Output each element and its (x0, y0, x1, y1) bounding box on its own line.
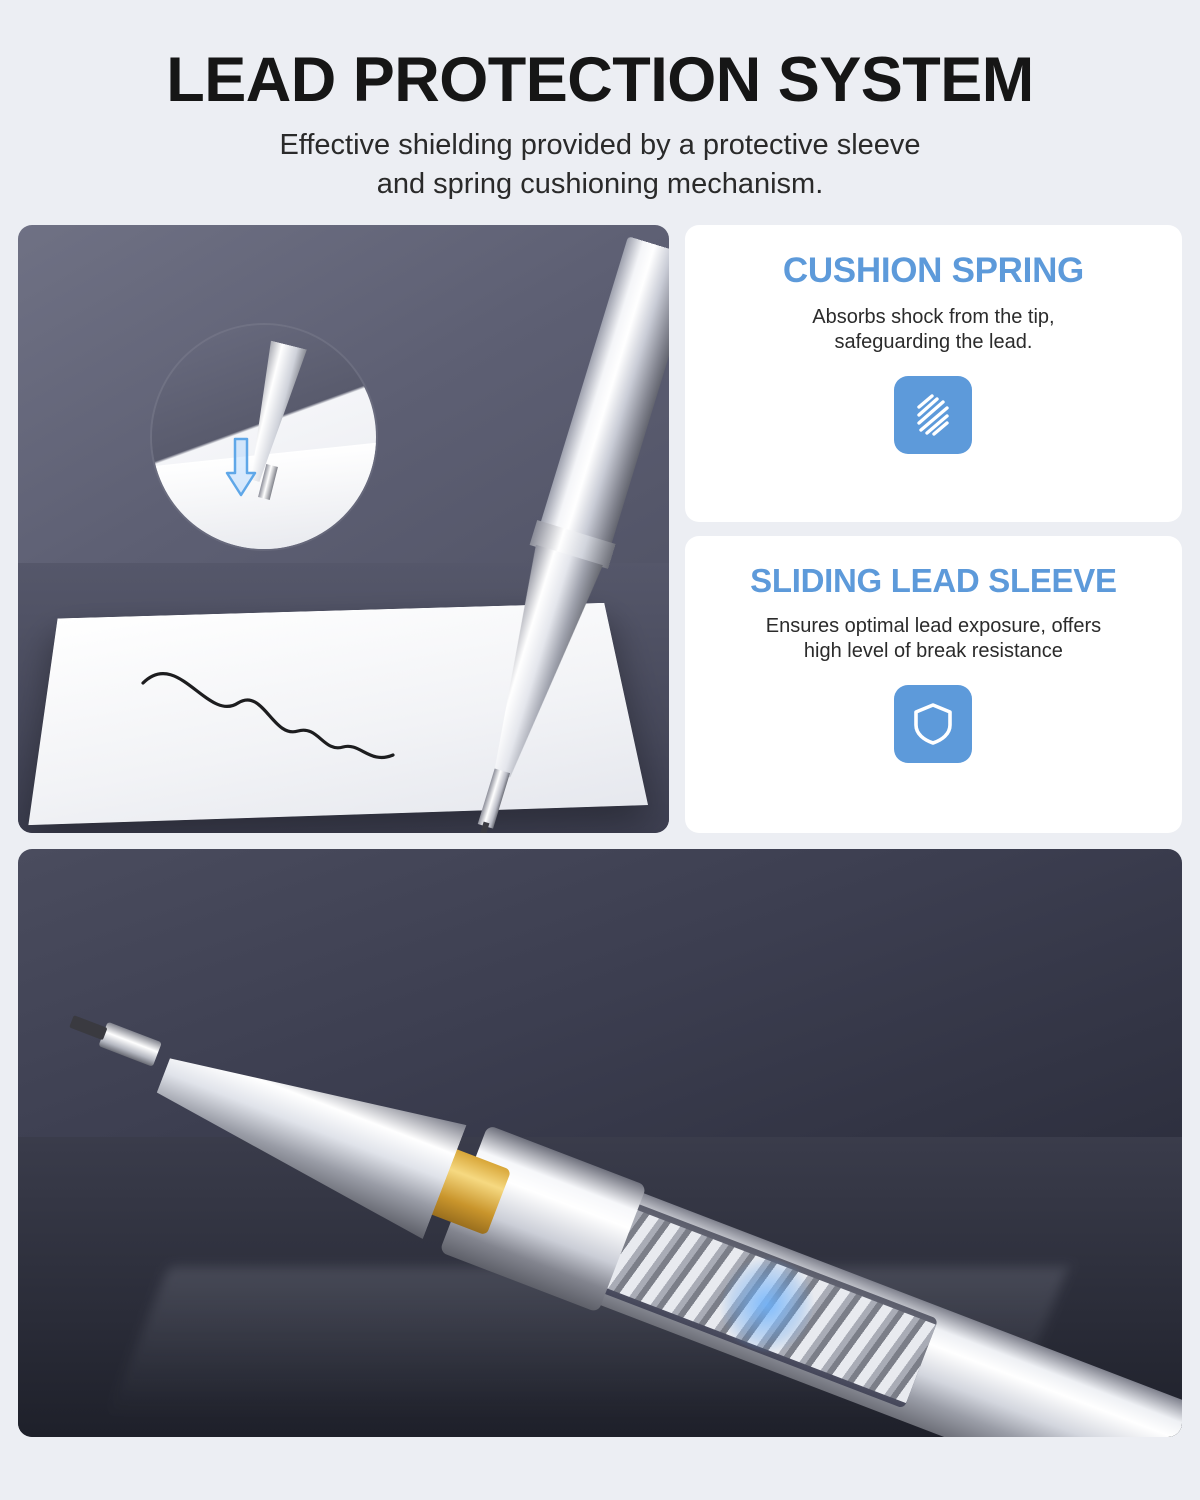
lead-sleeve (478, 768, 510, 828)
page-header (18, 0, 1182, 203)
cutaway-window (596, 1201, 938, 1409)
card-title-cushion-spring: CUSHION SPRING (782, 250, 1084, 290)
card-text-line-1: Absorbs shock from the tip, (812, 305, 1055, 328)
pencil-barrel (540, 236, 668, 545)
page-subtitle (150, 126, 1050, 203)
exposed-lead (69, 1015, 107, 1040)
shield-icon (894, 685, 972, 763)
card-text-line-2: safeguarding the lead. (834, 331, 1033, 354)
hero-image-cutaway (18, 849, 1182, 1437)
feature-card-cushion-spring (685, 225, 1182, 522)
card-text-cushion-spring (718, 305, 1148, 356)
subtitle-line-2: and spring cushioning mechanism. (376, 167, 824, 200)
feature-cards-column (685, 225, 1182, 833)
squiggle-line-drawing (138, 643, 438, 783)
card-text-line-1: Ensures optimal lead exposure, offers (765, 614, 1102, 637)
hero-image-writing (18, 225, 669, 833)
spring-coil-icon (894, 376, 972, 454)
page-title: LEAD PROTECTION SYSTEM (166, 45, 1034, 115)
card-text-line-2: high level of break resistance (803, 640, 1063, 663)
card-title-sliding-lead-sleeve: SLIDING LEAD SLEEVE (750, 561, 1117, 599)
sliding-lead-sleeve (98, 1021, 161, 1066)
subtitle-line-1: Effective shielding provided by a protective sleeve (279, 129, 921, 162)
feature-card-sliding-lead-sleeve (685, 536, 1182, 833)
magnifier-detail-circle (152, 325, 376, 549)
card-text-sliding-lead-sleeve (718, 614, 1148, 665)
top-content-grid (18, 225, 1182, 833)
cone-tip (124, 1010, 466, 1239)
down-arrow-icon (224, 437, 258, 499)
